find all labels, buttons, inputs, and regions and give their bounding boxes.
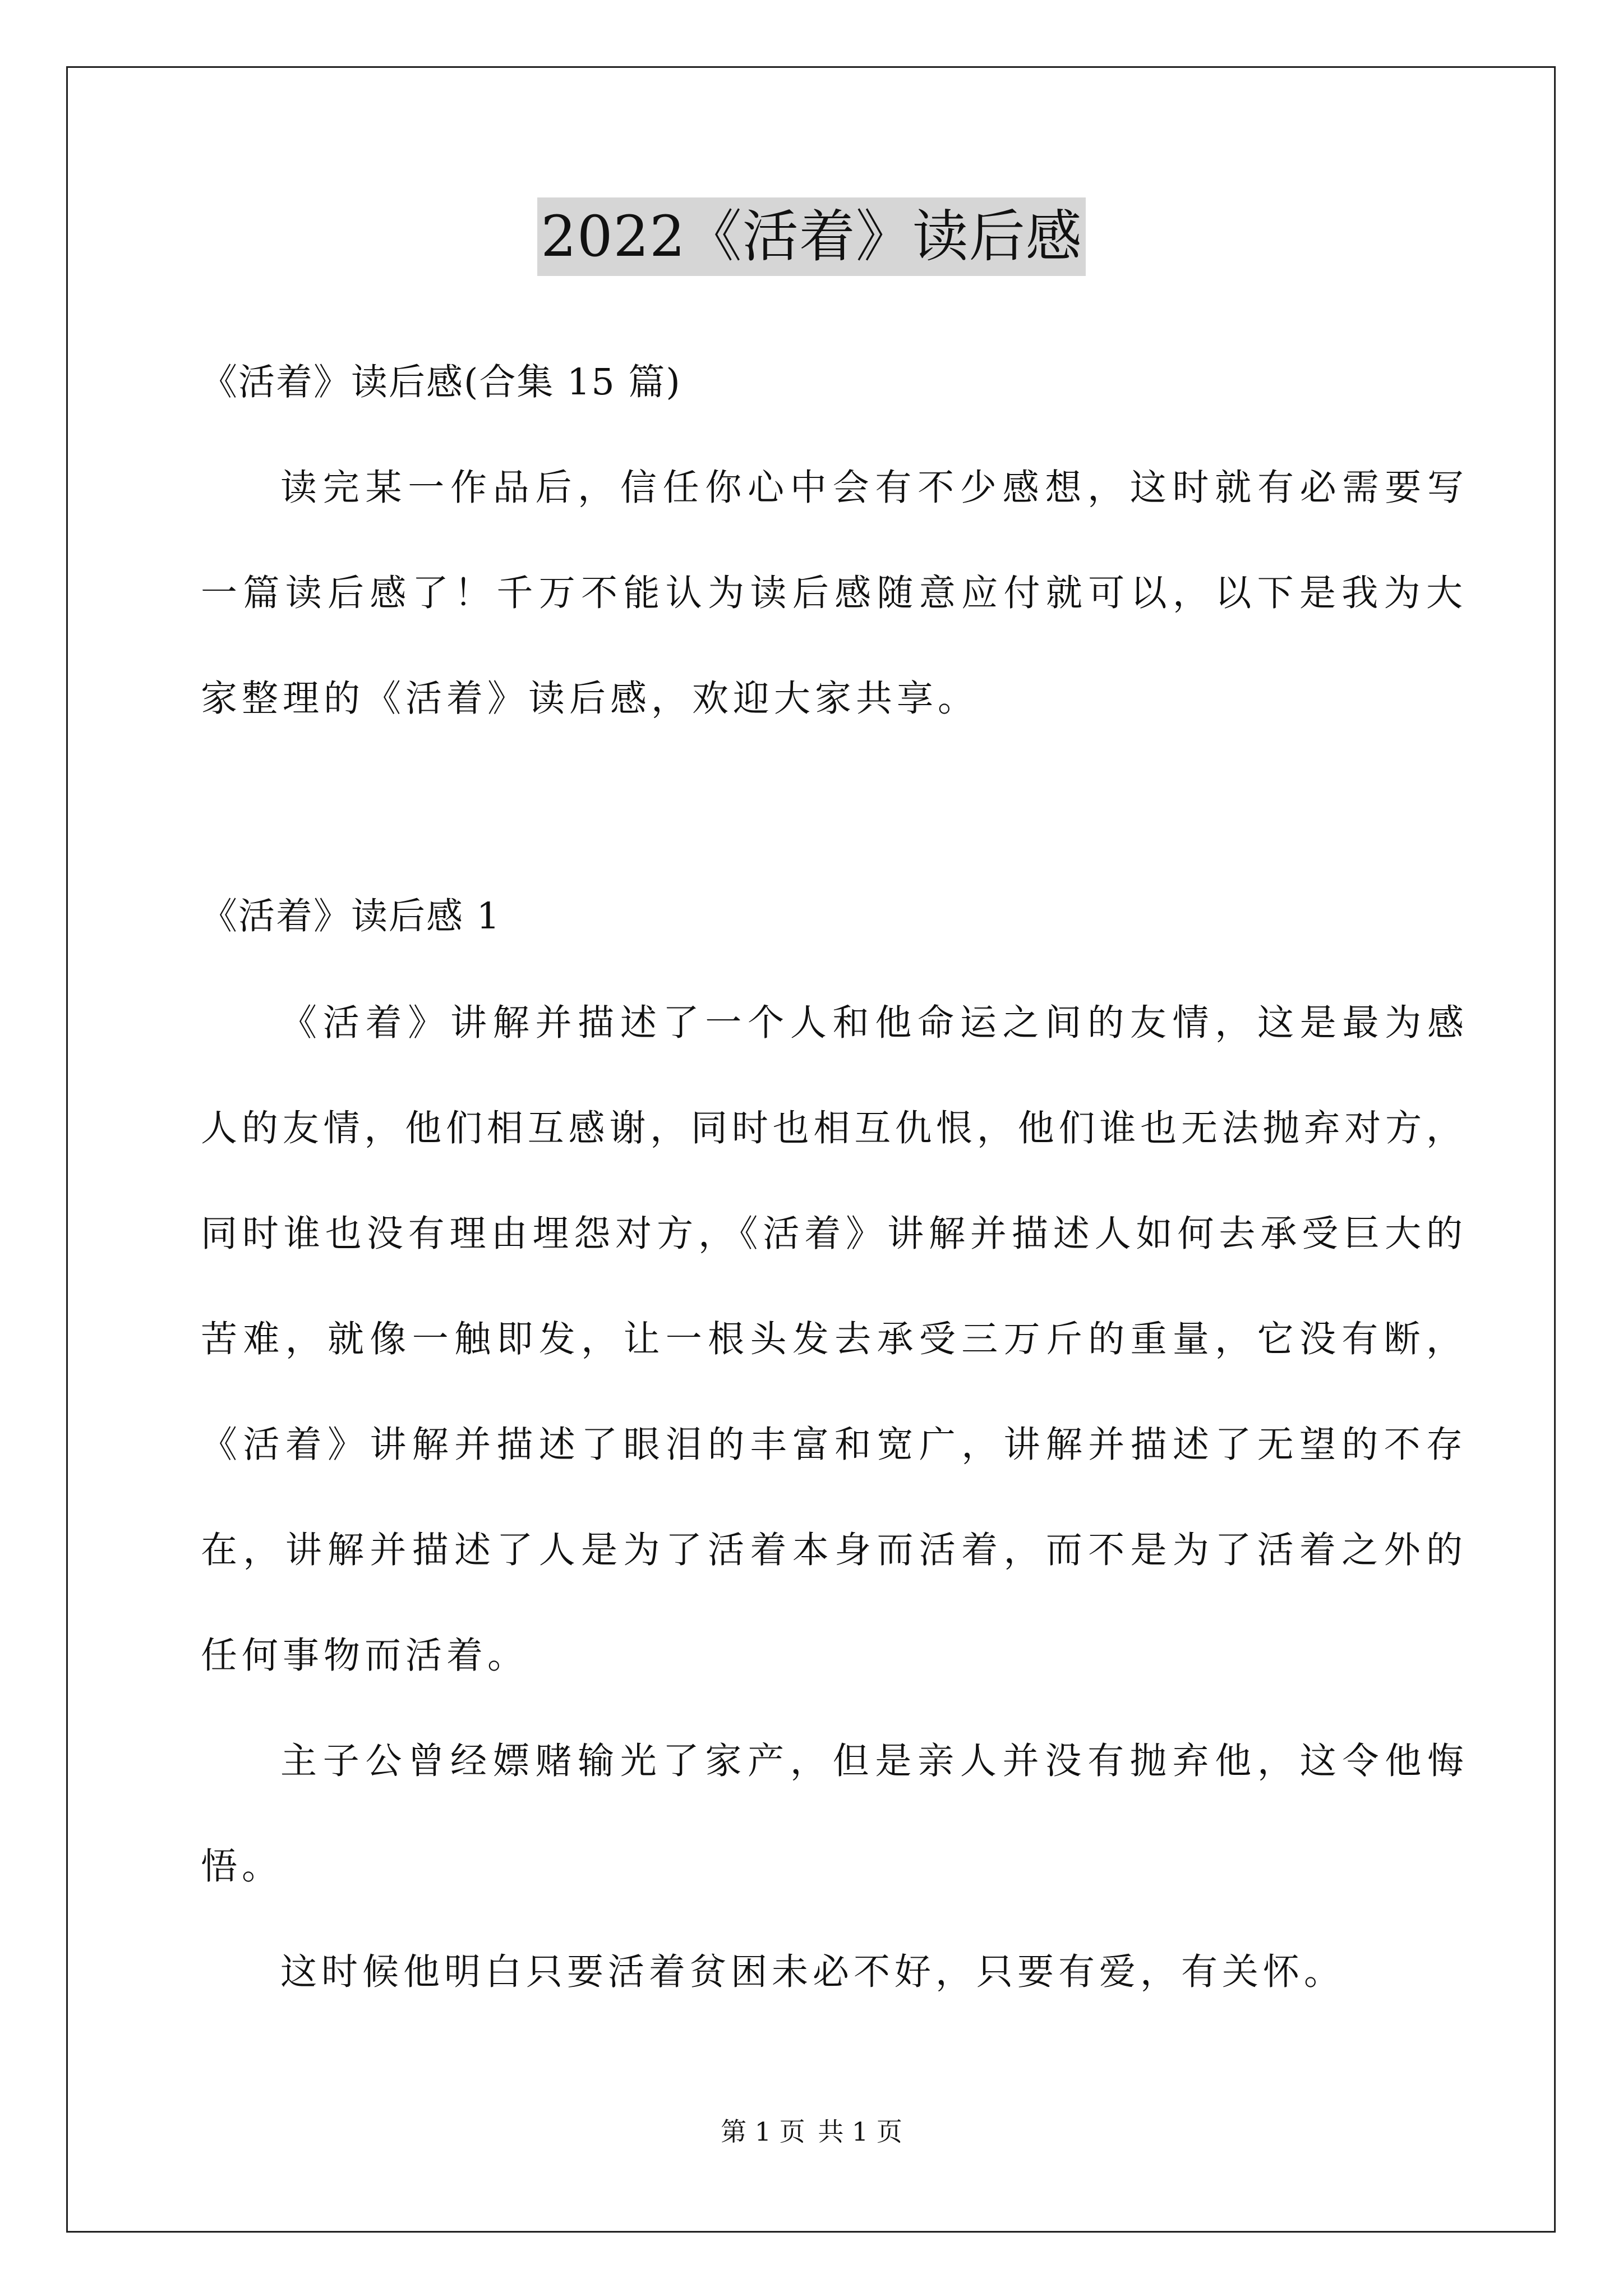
section-heading: 《活着》读后感 1 (201, 895, 501, 937)
para1-line-2: 人的友情，他们相互感谢，同时也相互仇恨，他们谁也无法抛弃对方， (201, 1107, 1463, 1149)
intro-line-2: 一篇读后感了！千万不能认为读后感随意应付就可以，以下是我为大 (201, 572, 1463, 614)
para2-line-1: 主子公曾经嫖赌输光了家产，但是亲人并没有抛弃他，这令他悔 (280, 1740, 1464, 1782)
page-number-total: 共 1 页 (818, 2116, 902, 2147)
para1-line-5: 《活着》讲解并描述了眼泪的丰富和宽广，讲解并描述了无望的不存 (201, 1424, 1463, 1466)
page-footer (0, 2115, 1623, 2148)
intro-line-1: 读完某一作品后，信任你心中会有不少感想，这时就有必需要写 (280, 467, 1464, 509)
para3-line-1: 这时候他明白只要活着贫困未必不好，只要有爱，有关怀。 (280, 1951, 1345, 1993)
para1-line-4: 苦难，就像一触即发，让一根头发去承受三万斤的重量，它没有断， (201, 1318, 1463, 1360)
intro-line-3: 家整理的《活着》读后感，欢迎大家共享。 (201, 678, 979, 720)
page-number-current: 第 1 页 (721, 2116, 805, 2147)
title-container (0, 197, 1623, 276)
document-subtitle: 《活着》读后感(合集 15 篇) (201, 361, 681, 403)
para2-line-2: 悟。 (201, 1846, 283, 1888)
para1-line-1: 《活着》讲解并描述了一个人和他命运之间的友情，这是最为感 (280, 1002, 1464, 1044)
para1-line-6: 在，讲解并描述了人是为了活着本身而活着，而不是为了活着之外的 (201, 1529, 1463, 1571)
para1-line-7: 任何事物而活着。 (201, 1635, 529, 1677)
document-title: 2022《活着》读后感 (537, 197, 1086, 276)
para1-line-3: 同时谁也没有理由埋怨对方，《活着》讲解并描述人如何去承受巨大的 (201, 1213, 1463, 1255)
